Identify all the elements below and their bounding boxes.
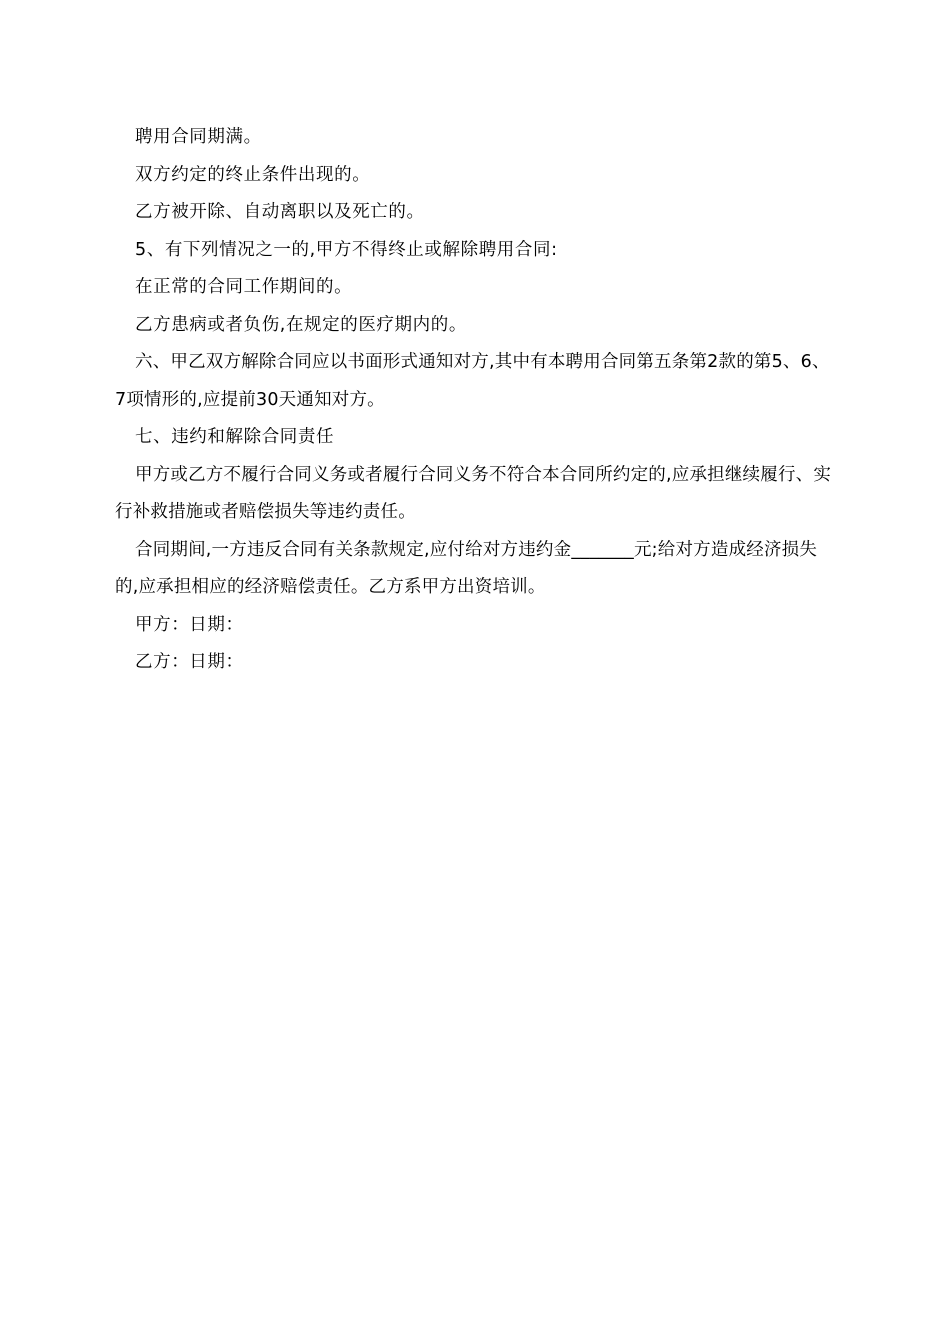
section-7-heading: 七、违约和解除合同责任 bbox=[135, 427, 335, 447]
paragraph-normal-work-period: 在正常的合同工作期间的。 bbox=[135, 277, 353, 297]
paragraph-breach-liability: 甲方或乙方不履行合同义务或者履行合同义务不符合本合同所约定的,应承担继续履行、实行补救措施或者赔偿损失等违约责任。 bbox=[115, 464, 832, 522]
document-body bbox=[115, 119, 837, 682]
paragraph-termination-condition: 双方约定的终止条件出现的。 bbox=[135, 164, 371, 185]
paragraph-clause-5-heading: 5、有下列情况之一的,甲方不得终止或解除聘用合同: bbox=[135, 239, 558, 260]
paragraph-contract-expiry: 聘用合同期满。 bbox=[135, 127, 262, 147]
signature-party-b: 乙方：日期： bbox=[135, 652, 244, 672]
paragraph-section-6-written-notice: 六、甲乙双方解除合同应以书面形式通知对方,其中有本聘用合同第五条第2款的第5、6、7项情形的,应提前30天通知对方。 bbox=[115, 352, 830, 410]
paragraph-illness-injury: 乙方患病或者负伤,在规定的医疗期内的。 bbox=[135, 314, 467, 335]
paragraph-dismissal-resignation-death: 乙方被开除、自动离职以及死亡的。 bbox=[135, 202, 425, 222]
paragraph-liquidated-damages: 合同期间,一方违反合同有关条款规定,应付给对方违约金_______元;给对方造成经济损失的,应承担相应的经济赔偿责任。乙方系甲方出资培训。 bbox=[115, 539, 818, 597]
signature-party-a: 甲方：日期： bbox=[135, 614, 244, 635]
